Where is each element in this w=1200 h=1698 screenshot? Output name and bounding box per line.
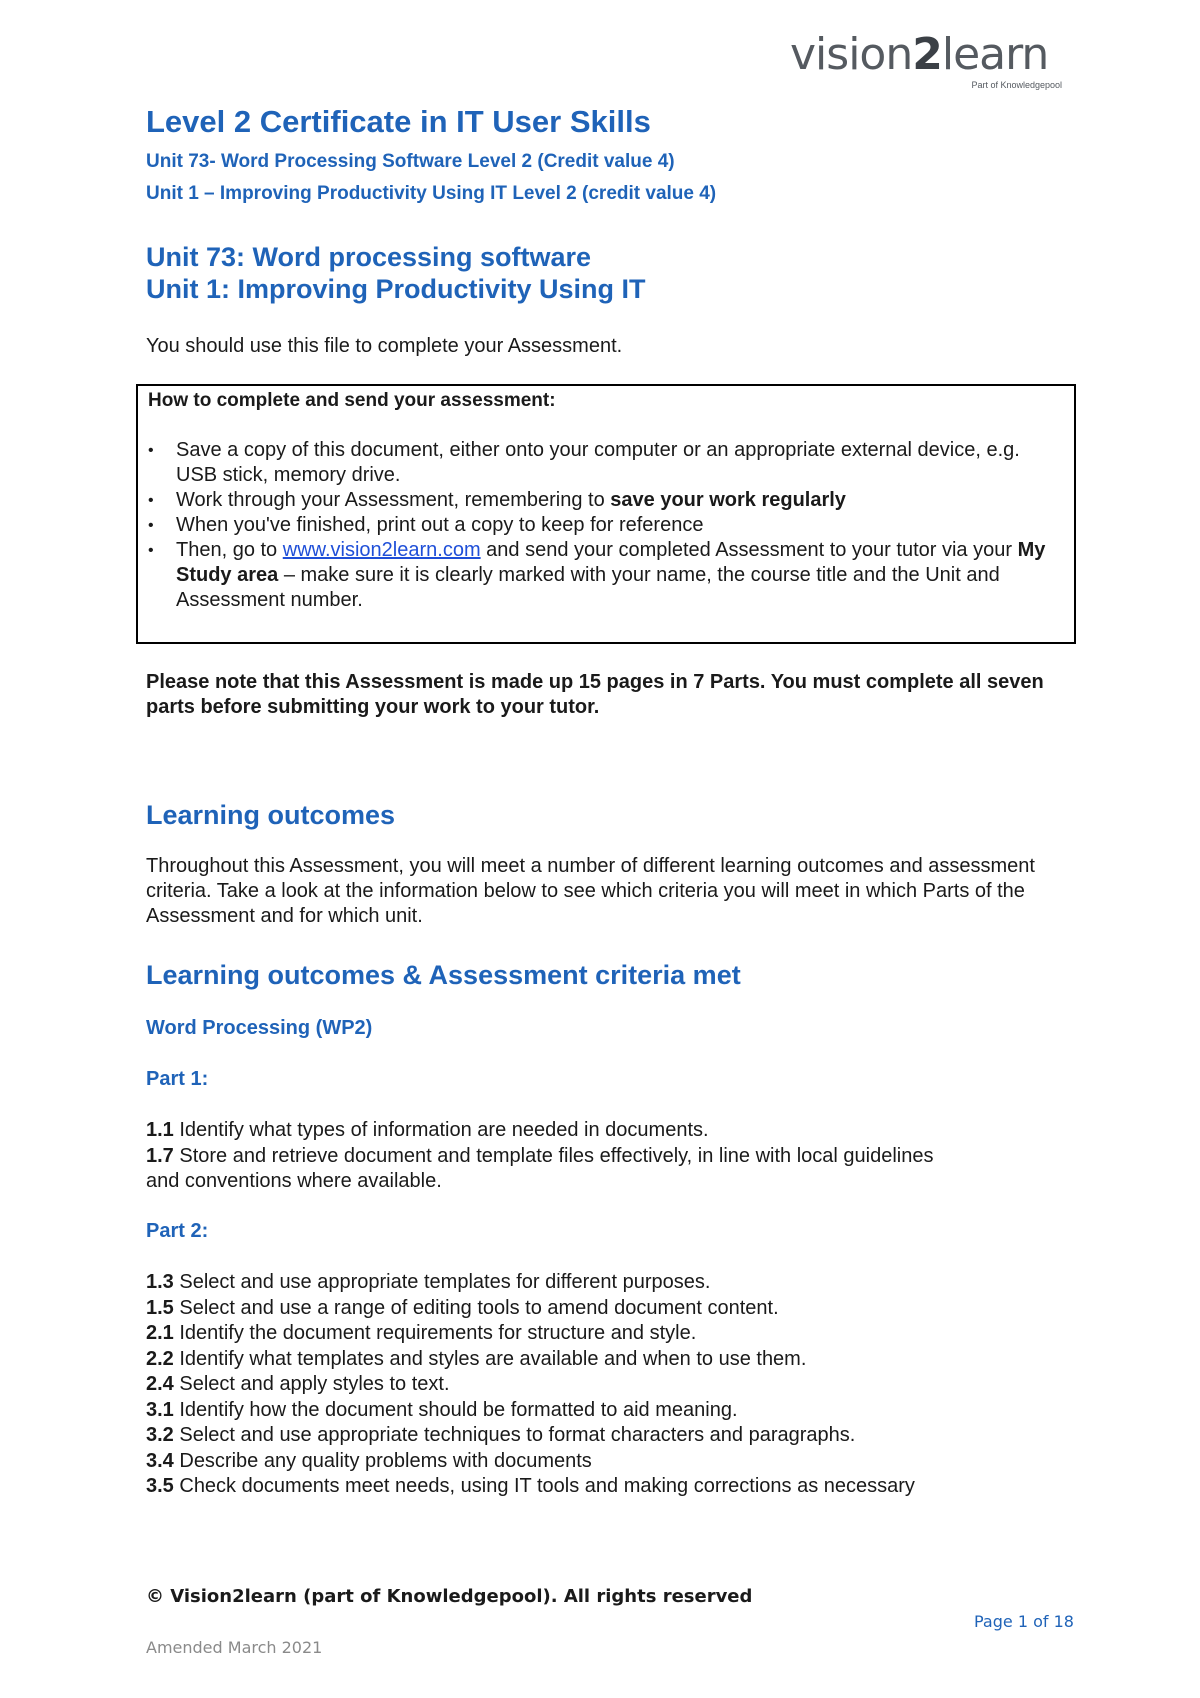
bullet-icon: •	[148, 442, 154, 459]
part2-criteria	[146, 1270, 915, 1500]
unit1-subtitle: Unit 1 – Improving Productivity Using IT Level 2 (credit value 4)	[146, 183, 717, 204]
assessment-note: Please note that this Assessment is made up 15 pages in 7 Parts. You must complete all seven parts before submitting your work to your tutor.	[146, 671, 1044, 718]
logo-tagline: Part of Knowledgepool	[971, 80, 1062, 90]
vision2learn-link[interactable]: www.vision2learn.com	[282, 539, 481, 561]
criterion-item: 1.7 Store and retrieve document and template files effectively, in line with local guidelines	[146, 1144, 934, 1167]
criterion-item: 3.4 Describe any quality problems with documents	[146, 1449, 592, 1472]
amended-date: Amended March 2021	[146, 1638, 323, 1657]
criterion-item: 3.1 Identify how the document should be formatted to aid meaning.	[146, 1398, 738, 1421]
criterion-item: 2.2 Identify what templates and styles are available and when to use them.	[146, 1347, 807, 1370]
criterion-item: and conventions where available.	[146, 1170, 442, 1192]
learning-outcomes-text: Throughout this Assessment, you will meet a number of different learning outcomes and assessment criteria. Take a look at the information below to see which criteria you will meet in which Parts of the Assessment and for which unit.	[146, 855, 1035, 927]
instruction-item: • When you've finished, print out a copy to keep for reference	[148, 514, 704, 536]
criterion-item: 1.3 Select and use appropriate templates for different purposes.	[146, 1271, 711, 1293]
unit1-heading: Unit 1: Improving Productivity Using IT	[146, 274, 646, 304]
criterion-item: 2.4 Select and apply styles to text.	[146, 1373, 450, 1395]
bullet-icon: •	[148, 517, 154, 534]
instructions-box	[136, 384, 1076, 644]
copyright-footer: © Vision2learn (part of Knowledgepool). All rights reserved	[146, 1586, 753, 1607]
criteria-heading: Learning outcomes & Assessment criteria met	[146, 960, 741, 990]
document-title: Level 2 Certificate in IT User Skills	[146, 104, 651, 139]
instruction-item: • Save a copy of this document, either onto your computer or an appropriate external device, e.g. USB stick, memory drive.	[148, 439, 1020, 486]
criterion-item: 1.1 Identify what types of information are needed in documents.	[146, 1119, 709, 1141]
part2-label: Part 2:	[146, 1220, 209, 1242]
logo-wordmark: vision2learn	[790, 29, 1049, 80]
part1-criteria	[146, 1118, 934, 1195]
intro-text: You should use this file to complete your Assessment.	[146, 335, 623, 357]
criterion-item: 2.1 Identify the document requirements for structure and style.	[146, 1322, 697, 1344]
criterion-item: 3.5 Check documents meet needs, using IT tools and making corrections as necessary	[146, 1475, 915, 1497]
criterion-item: 1.5 Select and use a range of editing tools to amend document content.	[146, 1296, 779, 1319]
instructions-title: How to complete and send your assessment:	[148, 390, 556, 411]
instruction-item: • Then, go to www.vision2learn.com and send your completed Assessment to your tutor via your My Study area – make sure it is clearly marked with your name, the course title and the Unit and Assessment number.	[148, 539, 1046, 611]
wp2-heading: Word Processing (WP2)	[146, 1017, 373, 1039]
unit73-subtitle: Unit 73- Word Processing Software Level 2 (Credit value 4)	[146, 151, 675, 172]
part1-label: Part 1:	[146, 1068, 209, 1090]
criterion-item: 3.2 Select and use appropriate techniques to format characters and paragraphs.	[146, 1424, 856, 1446]
instructions-list	[148, 438, 1053, 613]
instruction-item: • Work through your Assessment, remembering to save your work regularly	[148, 489, 846, 511]
vision2learn-logo	[790, 30, 1070, 94]
page-number: Page 1 of 18	[974, 1612, 1074, 1631]
learning-outcomes-heading: Learning outcomes	[146, 800, 396, 830]
bullet-icon: •	[148, 542, 154, 559]
bullet-icon: •	[148, 492, 154, 509]
unit73-heading: Unit 73: Word processing software	[146, 242, 592, 272]
